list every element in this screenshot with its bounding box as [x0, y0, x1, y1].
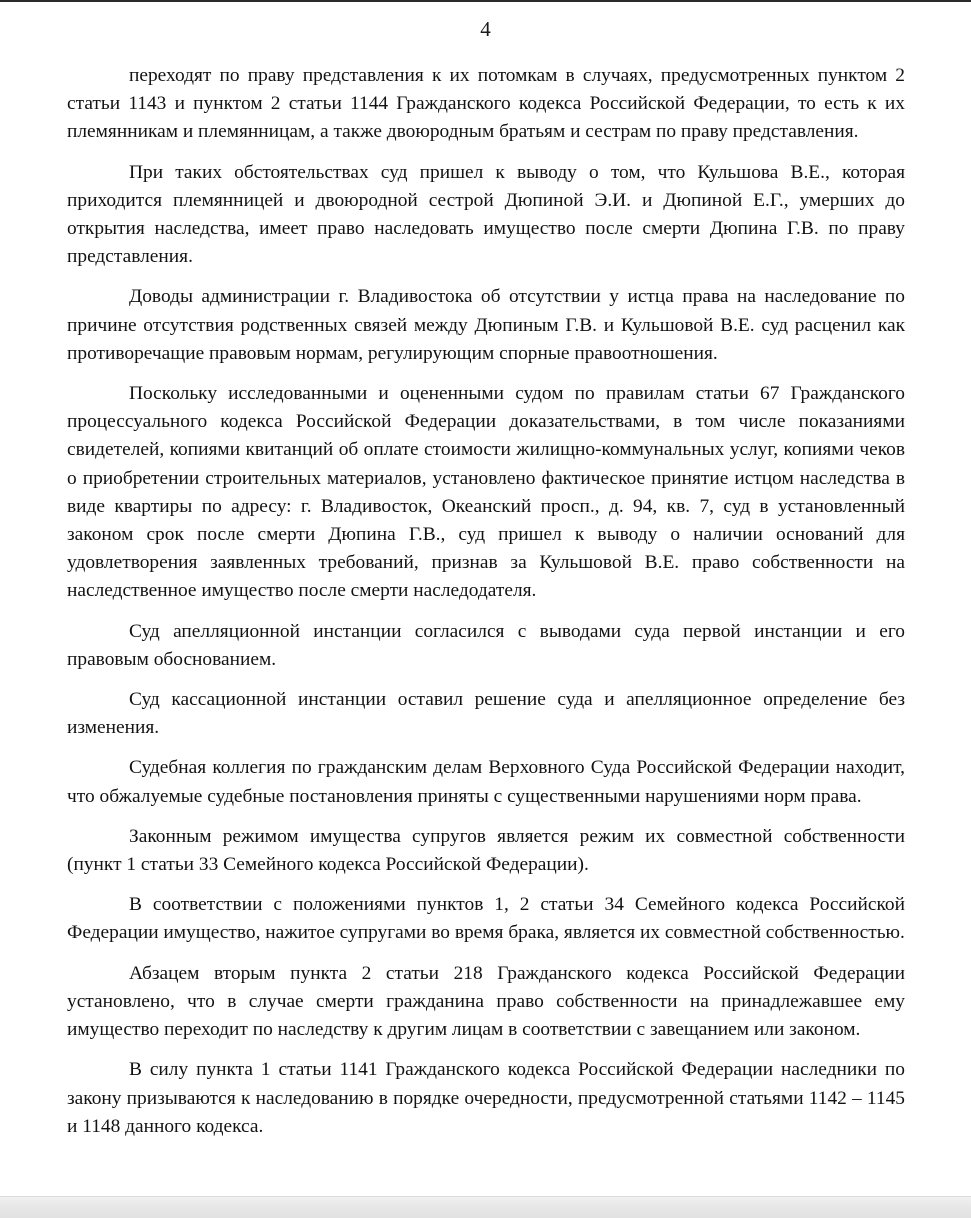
document-text-body [67, 62, 905, 1141]
paragraph: Судебная коллегия по гражданским делам Верховного Суда Российской Федерации находит, что обжалуемые судебные постановления приняты с существенными нарушениями норм права. [67, 757, 905, 807]
paragraph: переходят по праву представления к их потомкам в случаях, предусмотренных пунктом 2 статьи 1143 и пунктом 2 статьи 1144 Гражданского кодекса Российской Федерации, то есть к их племянникам и племянницам, а также двоюродным братьям и сестрам по праву представления. [67, 65, 905, 143]
paragraph: При таких обстоятельствах суд пришел к выводу о том, что Кульшова В.Е., которая приходится племянницей и двоюродной сестрой Дюпиной Э.И. и Дюпиной Е.Г., умерших до открытия наследства, имеет право наследовать имущество после смерти Дюпина Г.В. по праву представления. [67, 161, 905, 268]
paragraph: Абзацем вторым пункта 2 статьи 218 Гражданского кодекса Российской Федерации установлено, что в случае смерти гражданина право собственности на принадлежавшее ему имущество переходит по наследству к другим лицам в соответствии с завещанием или законом. [67, 962, 905, 1041]
paragraph: Суд кассационной инстанции оставил решение суда и апелляционное определение без изменения. [67, 689, 905, 739]
document-page [0, 2, 971, 1196]
paragraph: Доводы администрации г. Владивостока об отсутствии у истца права на наследование по причине отсутствия родственных связей между Дюпиным Г.В. и Кульшовой В.Е. суд расценил как противоречащие правовым нормам, регулирующим спорные правоотношения. [67, 286, 905, 364]
page-number: 4 [480, 17, 491, 41]
paragraph: Поскольку исследованными и оцененными судом по правилам статьи 67 Гражданского процессуального кодекса Российской Федерации доказательствами, в том числе показаниями свидетелей, копиями квитанций об оплате стоимости жилищно-коммунальных услуг, копиями чеков о приобретении строительных материалов, установлено фактическое принятие истцом наследства в виде квартиры по адресу: г. Владивосток, Океанский просп., д. 94, кв. 7, суд в установленный законом срок после смерти Дюпина Г.В., суд пришел к выводу о наличии оснований для удовлетворения заявленных требований, признав за Кульшовой В.Е. право собственности на наследственное имущество после смерти наследодателя. [67, 383, 905, 602]
viewer-background-band [0, 1196, 971, 1218]
paragraph: В силу пункта 1 статьи 1141 Гражданского кодекса Российской Федерации наследники по закону призываются к наследованию в порядке очередности, предусмотренной статьями 1142 – 1145 и 1148 данного кодекса. [67, 1059, 905, 1137]
paragraph: Суд апелляционной инстанции согласился с выводами суда первой инстанции и его правовым обоснованием. [67, 620, 905, 670]
paragraph: Законным режимом имущества супругов является режим их совместной собственности (пункт 1 статьи 33 Семейного кодекса Российской Федерации). [67, 825, 905, 876]
paragraph: В соответствии с положениями пунктов 1, 2 статьи 34 Семейного кодекса Российской Федерации имущество, нажитое супругами во время брака, является их совместной собственностью. [67, 894, 905, 944]
